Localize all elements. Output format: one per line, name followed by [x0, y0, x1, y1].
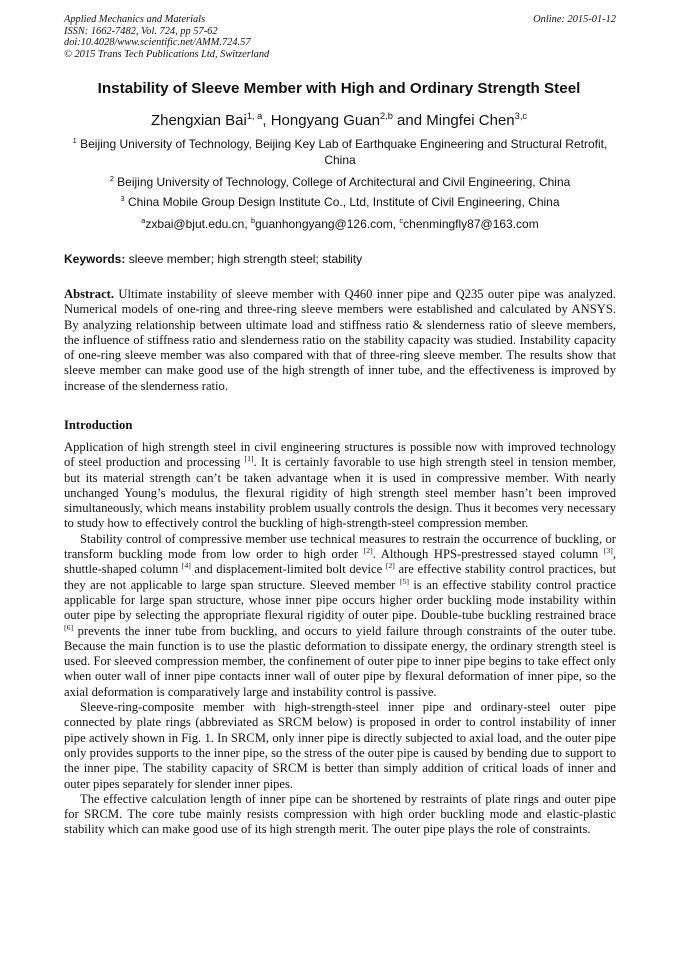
citation[interactable]: [2] — [363, 545, 373, 555]
paragraph: The effective calculation length of inner pipe can be shortened by restraints of plate rings and outer pipe for SRCM. The core tube mainly resists compression with high order buckling mode and elastic-plastic stability which can make good use of its high strength merit. The outer pipe plays the role of constraints. — [64, 791, 616, 837]
citation[interactable]: [2] — [385, 561, 395, 571]
paper-title: Instability of Sleeve Member with High and Ordinary Strength Steel — [97, 80, 581, 97]
email-link[interactable]: chenmingfly87@163.com — [403, 217, 539, 231]
paragraph: Application of high strength steel in civil engineering structures is possible now with improved technology of steel production and processing [1]. It is certainly favorable to use high strength steel in tension member, but its material strength can’t be taken advantage when it is used in compressive member. With nearly unchanged Young’s modulus, the flexural rigidity of high strength steel member hasn’t been improved simultaneously, which means instability problem usually controls the design. Thus it becomes very necessary to study how to effectively control the buckling of high-strength-steel compression member. — [64, 440, 617, 531]
email-list: $^a$zxbai@bjut.edu.cn, $^b$guanhongyang@126.com, $^c$chenmingfly87@163.com — [141, 216, 539, 231]
author-superscript: 2,b — [379, 111, 393, 121]
affiliation-1: $^1$ Beijing University of Technology, Beijing Key Lab of Earthquake Engineering and Structural Retrofit, China — [72, 136, 608, 167]
abstract — [64, 287, 616, 394]
author-list: Zhengxian Bai$^{1, a}$, Hongyang Guan$^{2,b}$ and Mingfei Chen$^{3,c}$ — [150, 111, 528, 129]
journal-name: Applied Mechanics and Materials — [64, 14, 206, 25]
author-superscript: 1, a — [246, 111, 263, 121]
email-link[interactable]: zxbai@bjut.edu.cn, — [145, 217, 251, 231]
citation[interactable]: [5] — [399, 576, 409, 586]
issn-line: ISSN: 1662-7482, Vol. 724, pp 57-62 — [64, 25, 218, 37]
author-superscript: 3,c — [514, 111, 528, 121]
paragraph: Stability control of compressive member use technical measures to restrain the occurrence of buckling, or transform buckling mode from low order to high order [2]. Although HPS-prestressed stayed column [3], shuttle-shaped column [4] and displacement-limited bolt device [2] are effective stability control practices, but they are not applicable to large span structure. Sleeved member [5] is an effective stability control practice applicable for large span structure, whose inner pipe occurs higher order buckling mode instability within outer pipe by selecting the appropriate flexural rigidity of outer pipe. Double-tube buckling restrained brace [6] prevents the inner tube from buckling, and occurs to yield failure through constraints of the outer tube. Because the main function is to use the plastic deformation to dissipate energy, the ordinary strength steel is used. For sleeved compression member, the confinement of outer pipe to inner pipe begins to take effect only when outer wall of inner pipe contacts inner wall of outer pipe by flexural deformation of inner pipe, so the axial deformation is comparatively large and instability control is passive. — [64, 531, 616, 699]
abstract-text: Ultimate instability of sleeve member with Q460 inner pipe and Q235 outer pipe was analyzed. Numerical models of one-ring and three-ring sleeve members were established and calculated by ANSYS. By analyzing relationship between ultimate load and stiffness ratio & slenderness ratio of sleeve members, the influence of stiffness ratio and slenderness ratio on the stability capacity was studied. Instability capacity of one-ring sleeve member was also compared with that of three-ring sleeve member. The results show that sleeve member can make good use of the high strength of inner tube, and the effectiveness is improved by increase of the slenderness ratio. — [64, 287, 616, 393]
keywords — [64, 252, 362, 266]
author-name: Mingfei Chen — [426, 112, 515, 129]
citation[interactable]: [6] — [64, 622, 74, 632]
doi-line: doi:10.4028/www.scientific.net/AMM.724.57 — [64, 37, 251, 49]
citation[interactable]: [4] — [181, 561, 191, 571]
citation[interactable]: [3] — [603, 545, 613, 555]
email-link[interactable]: guanhongyang@126.com, — [255, 217, 400, 231]
author-name: Zhengxian Bai — [150, 112, 247, 129]
paragraph: Sleeve-ring-composite member with high-strength-steel inner pipe and ordinary-steel outer pipe connected by plate rings (abbreviated as SRCM below) is proposed in order to control instability of inner pipe actively shown in Fig. 1. In SRCM, only inner pipe is directly subjected to axial load, and the outer pipe only provides supports to the inner pipe, so the stress of the outer pipe is caused by bending due to support to the inner pipe. The stability capacity of SRCM is better than simply addition of critical loads of inner and outer pipes separately for slender inner pipes. — [64, 700, 616, 791]
online-date: Online: 2015-01-12 — [533, 14, 616, 25]
keywords-label: Keywords: — [64, 252, 126, 266]
section-heading: Introduction — [64, 418, 133, 432]
abstract-label: Abstract. — [64, 287, 115, 301]
author-name: Hongyang Guan — [270, 112, 380, 129]
introduction-body — [64, 440, 616, 838]
citation[interactable]: [1] — [244, 454, 254, 464]
copyright-line: © 2015 Trans Tech Publications Ltd, Switzerland — [64, 48, 270, 60]
affiliation-3: $^3$ China Mobile Group Design Institute Co., Ltd, Institute of Civil Engineering, China — [120, 194, 560, 209]
keywords-text: sleeve member; high strength steel; stability — [125, 252, 363, 266]
affiliation-2: $^2$ Beijing University of Technology, College of Architectural and Civil Engineering, China — [109, 174, 571, 189]
journal-header — [64, 14, 616, 60]
